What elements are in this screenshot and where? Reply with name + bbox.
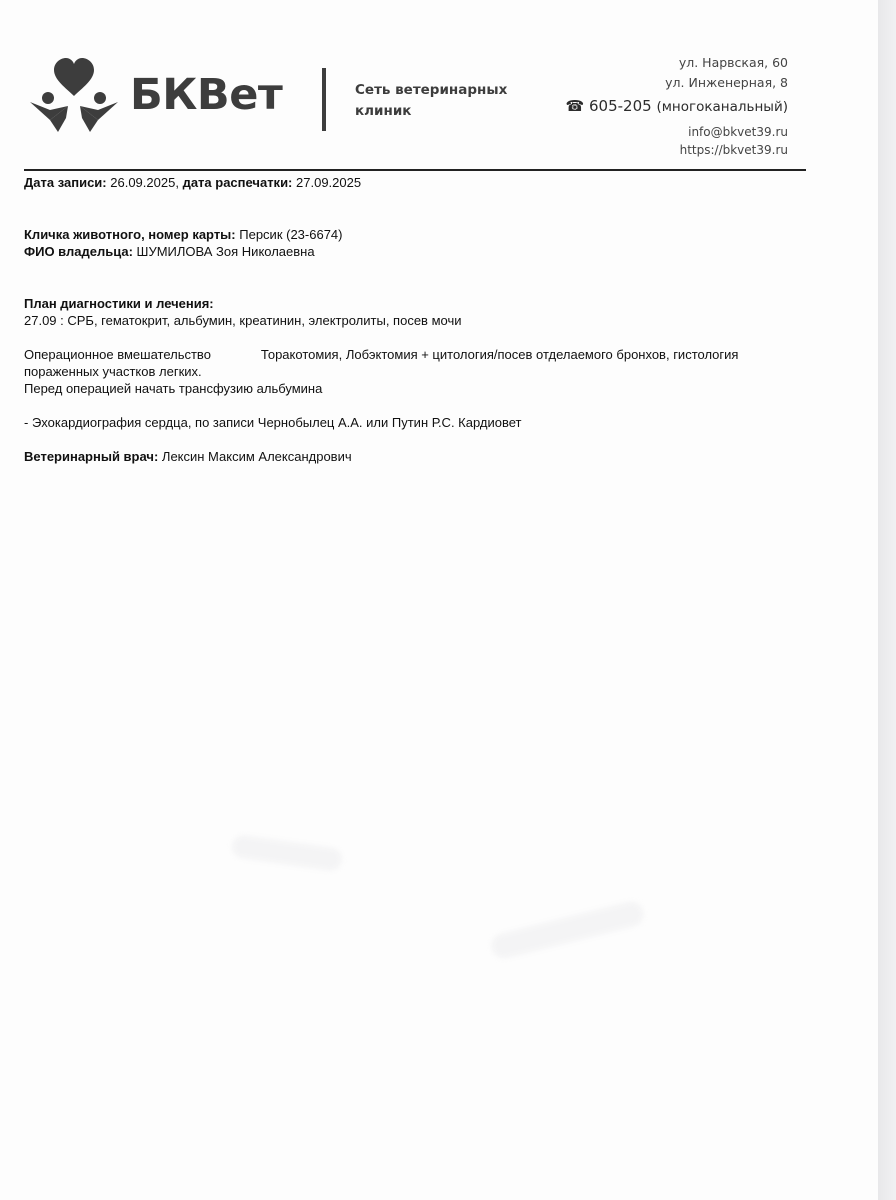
clinic-contacts [566, 53, 788, 159]
phone-note: (многоканальный) [656, 99, 788, 115]
owner-label: ФИО владельца: [24, 244, 133, 259]
print-date-label: дата распечатки: [182, 175, 293, 190]
pet-value: Персик (23-6674) [239, 227, 343, 242]
phone-icon: ☎ [565, 97, 585, 115]
document-body [24, 174, 814, 465]
pre-op-note: Перед операцией начать трансфузию альбумина [24, 381, 323, 396]
paper-smudge [489, 900, 645, 961]
doctor-line [24, 448, 814, 465]
address-2: ул. Инженерная, 8 [665, 75, 788, 90]
header-divider [322, 68, 326, 131]
print-date-value: 27.09.2025 [296, 175, 362, 190]
doctor-name: Лексин Максим Александрович [161, 449, 352, 464]
record-dates [24, 174, 814, 191]
plan-heading: План диагностики и лечения: [24, 296, 214, 311]
paper-smudge [231, 834, 343, 871]
brand-tagline: Сеть ветеринарных клиник [355, 82, 508, 119]
heart-hands-logo [28, 56, 120, 134]
echo-note: - Эхокардиография сердца, по записи Чернобылец А.А. или Путин Р.С. Кардиовет [24, 415, 522, 430]
date-value: 26.09.2025, [110, 175, 179, 190]
address-1: ул. Нарвская, 60 [678, 55, 788, 70]
doctor-label: Ветеринарный врач: [24, 449, 159, 464]
surgery-label: Операционное вмешательство [24, 347, 211, 362]
brand-name: БКВет [130, 70, 283, 120]
phone-number: 605-205 [589, 97, 652, 115]
header-rule [24, 169, 806, 171]
website-link[interactable]: https://bkvet39.ru [679, 143, 788, 157]
date-label: Дата записи: [24, 175, 107, 190]
pet-info [24, 226, 814, 243]
email-link[interactable]: info@bkvet39.ru [688, 125, 788, 139]
owner-info [24, 243, 814, 260]
page-edge [878, 0, 896, 1200]
plan-item-1: 27.09 : СРБ, гематокрит, альбумин, креатинин, электролиты, посев мочи [24, 313, 462, 328]
surgery-text: Торакотомия, Лобэктомия + цитология/посев отделаемого бронхов, гистология пораженных участков легких. [24, 347, 739, 379]
owner-value: ШУМИЛОВА Зоя Николаевна [136, 244, 315, 259]
pet-label: Кличка животного, номер карты: [24, 227, 236, 242]
phone-line [566, 96, 788, 117]
surgery-paragraph [24, 346, 814, 380]
